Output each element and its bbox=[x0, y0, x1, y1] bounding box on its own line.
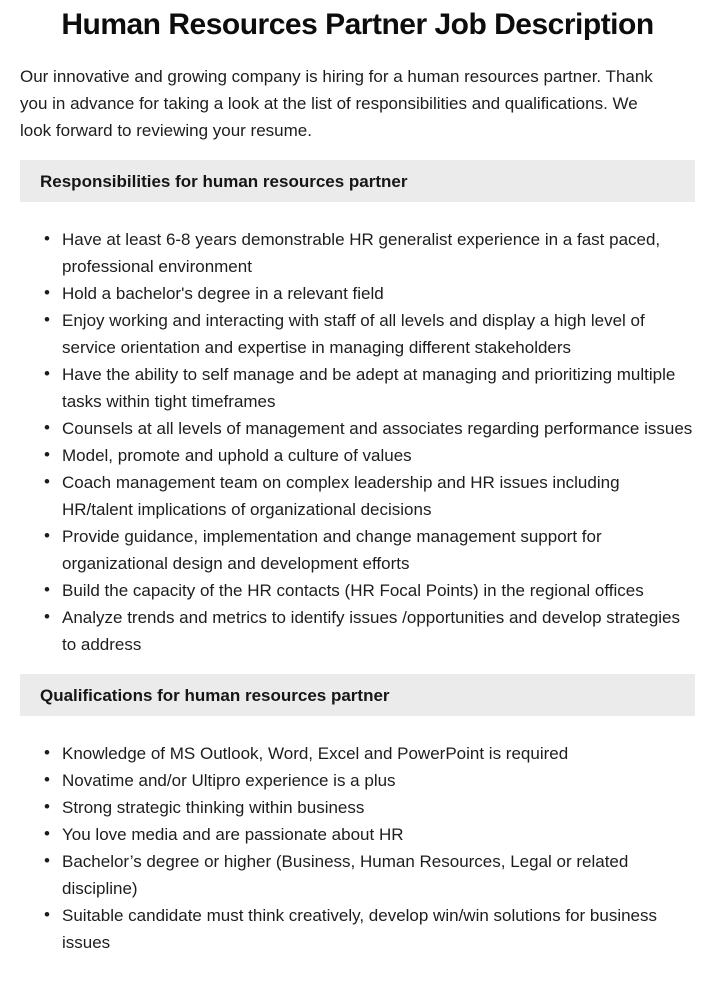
list-item: • Strong strategic thinking within business bbox=[44, 794, 695, 821]
intro-paragraph: Our innovative and growing company is hiring for a human resources partner. Thank you in advance for taking a look at the list of responsibilities and qualifications. We look forward to reviewing your resume. bbox=[20, 67, 653, 140]
list-item: • Hold a bachelor's degree in a relevant field bbox=[44, 280, 695, 307]
responsibilities-section-header bbox=[20, 160, 695, 202]
responsibilities-heading: Responsibilities for human resources partner bbox=[40, 172, 408, 191]
list-item: • Analyze trends and metrics to identify issues /opportunities and develop strategies to address bbox=[44, 604, 695, 658]
qualifications-list bbox=[20, 740, 695, 956]
list-item: • Novatime and/or Ultipro experience is a plus bbox=[44, 767, 695, 794]
list-item: • Have the ability to self manage and be adept at managing and prioritizing multiple tasks within tight timeframes bbox=[44, 361, 695, 415]
list-item: • Have at least 6-8 years demonstrable HR generalist experience in a fast paced, professional environment bbox=[44, 226, 695, 280]
list-item: • Enjoy working and interacting with staff of all levels and display a high level of service orientation and expertise in managing different stakeholders bbox=[44, 307, 695, 361]
list-item: • Model, promote and uphold a culture of values bbox=[44, 442, 695, 469]
list-item: • You love media and are passionate about HR bbox=[44, 821, 695, 848]
list-item: • Build the capacity of the HR contacts (HR Focal Points) in the regional offices bbox=[44, 577, 695, 604]
list-item: • Bachelor’s degree or higher (Business, Human Resources, Legal or related discipline) bbox=[44, 848, 695, 902]
qualifications-heading: Qualifications for human resources partner bbox=[40, 686, 390, 705]
responsibilities-list bbox=[20, 226, 695, 658]
list-item: • Knowledge of MS Outlook, Word, Excel and PowerPoint is required bbox=[44, 740, 695, 767]
qualifications-section-header bbox=[20, 674, 695, 716]
list-item: • Suitable candidate must think creatively, develop win/win solutions for business issues bbox=[44, 902, 695, 956]
list-item: • Provide guidance, implementation and change management support for organizational design and development efforts bbox=[44, 523, 695, 577]
list-item: • Coach management team on complex leadership and HR issues including HR/talent implications of organizational decisions bbox=[44, 469, 695, 523]
list-item: • Counsels at all levels of management and associates regarding performance issues bbox=[44, 415, 695, 442]
page-title: Human Resources Partner Job Description bbox=[61, 8, 654, 41]
